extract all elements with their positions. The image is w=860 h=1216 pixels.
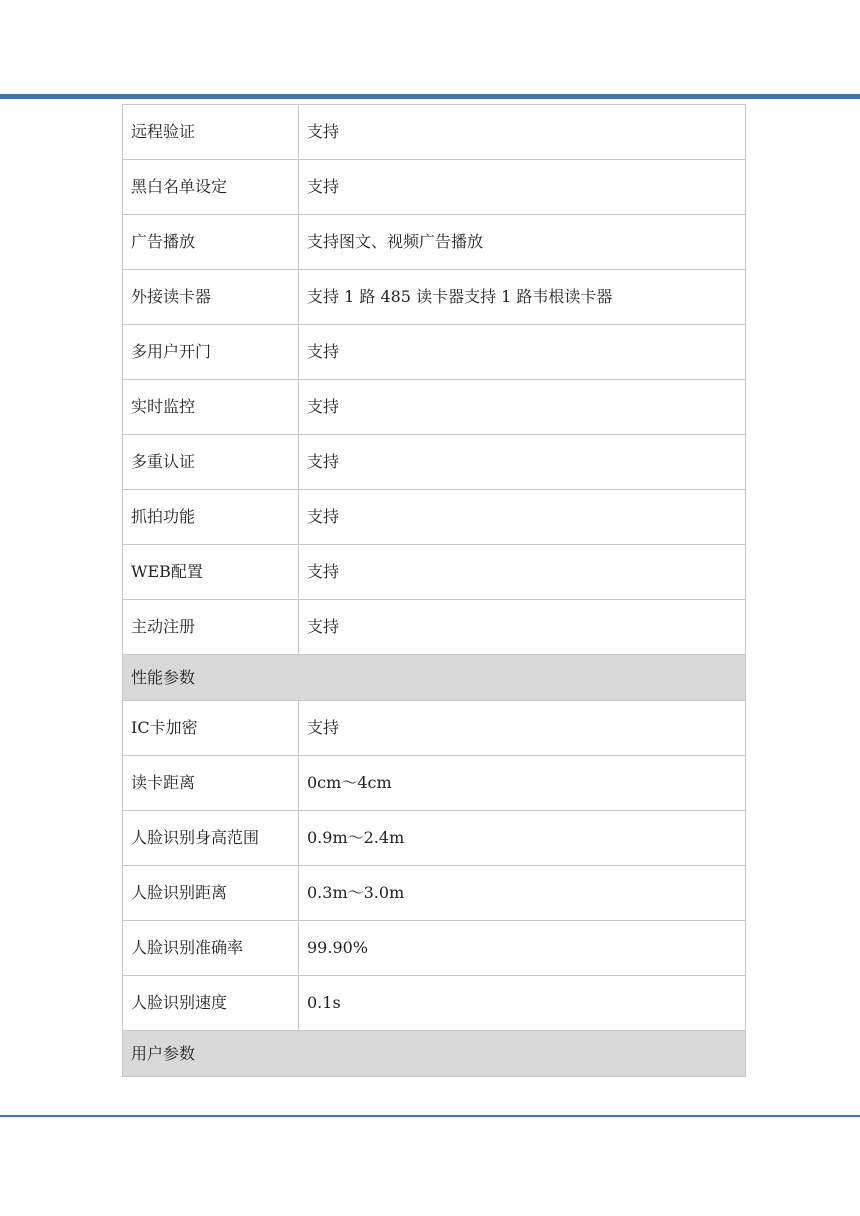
- table-row: [123, 545, 746, 600]
- row-value: 支持图文、视频广告播放: [299, 215, 746, 270]
- row-label: 抓拍功能: [123, 490, 299, 545]
- table-row: [123, 921, 746, 976]
- row-value: 支持 1 路 485 读卡器支持 1 路韦根读卡器: [299, 270, 746, 325]
- table-row: [123, 756, 746, 811]
- table-row: [123, 105, 746, 160]
- row-label: 广告播放: [123, 215, 299, 270]
- row-label: 人脸识别速度: [123, 976, 299, 1031]
- header-rule: [0, 94, 860, 99]
- table-row: [123, 600, 746, 655]
- row-value: 0.9m～2.4m: [299, 811, 746, 866]
- row-value: 支持: [299, 701, 746, 756]
- row-value: 支持: [299, 490, 746, 545]
- row-label: 多用户开门: [123, 325, 299, 380]
- row-label: 实时监控: [123, 380, 299, 435]
- spec-table: [122, 104, 746, 1077]
- section-title-user: 用户参数: [123, 1031, 746, 1077]
- table-row: [123, 325, 746, 380]
- table-row: [123, 701, 746, 756]
- table-row: [123, 866, 746, 921]
- row-value: 99.90%: [299, 921, 746, 976]
- table-row: [123, 270, 746, 325]
- row-value: 支持: [299, 600, 746, 655]
- row-value: 0.1s: [299, 976, 746, 1031]
- table-row: [123, 435, 746, 490]
- table-row: [123, 215, 746, 270]
- section-header-row: [123, 655, 746, 701]
- footer-rule: [0, 1115, 860, 1117]
- row-label: 黑白名单设定: [123, 160, 299, 215]
- row-value: 0.3m～3.0m: [299, 866, 746, 921]
- table-row: [123, 976, 746, 1031]
- row-label: 人脸识别距离: [123, 866, 299, 921]
- row-value: 支持: [299, 325, 746, 380]
- row-label: 读卡距离: [123, 756, 299, 811]
- row-label: IC卡加密: [123, 701, 299, 756]
- row-label: 人脸识别准确率: [123, 921, 299, 976]
- table-row: [123, 811, 746, 866]
- section-title-performance: 性能参数: [123, 655, 746, 701]
- row-value: 支持: [299, 380, 746, 435]
- row-value: 支持: [299, 545, 746, 600]
- row-value: 0cm～4cm: [299, 756, 746, 811]
- row-label: 多重认证: [123, 435, 299, 490]
- section-header-row: [123, 1031, 746, 1077]
- row-label: 主动注册: [123, 600, 299, 655]
- row-value: 支持: [299, 160, 746, 215]
- table-row: [123, 490, 746, 545]
- row-value: 支持: [299, 435, 746, 490]
- table-row: [123, 380, 746, 435]
- table-row: [123, 160, 746, 215]
- row-label: 人脸识别身高范围: [123, 811, 299, 866]
- row-value: 支持: [299, 105, 746, 160]
- row-label: 远程验证: [123, 105, 299, 160]
- row-label: 外接读卡器: [123, 270, 299, 325]
- row-label: WEB配置: [123, 545, 299, 600]
